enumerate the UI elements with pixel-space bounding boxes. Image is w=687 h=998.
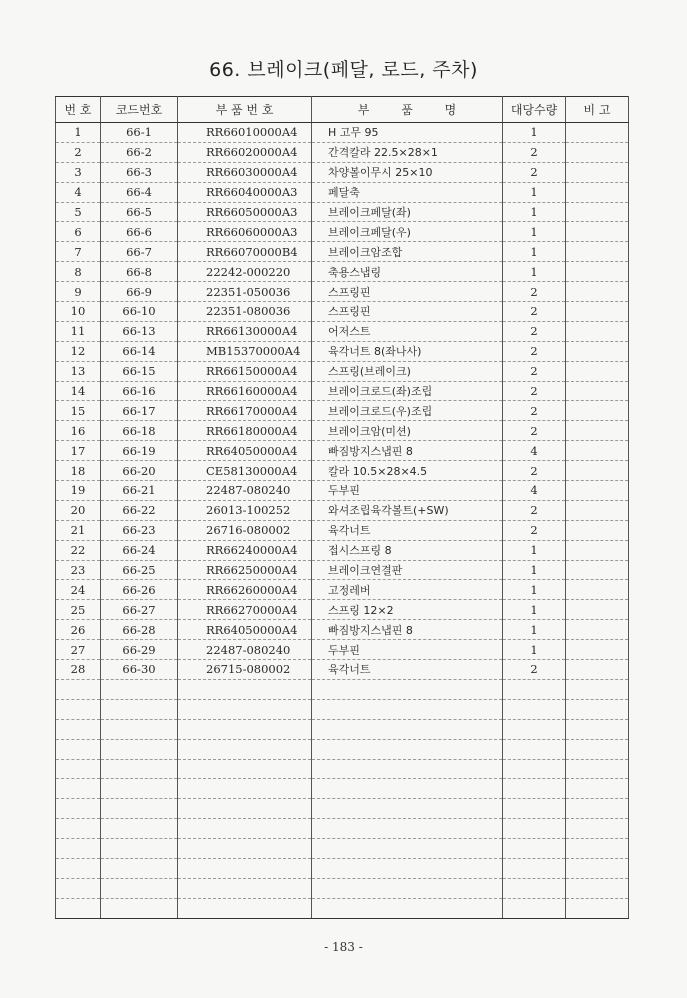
cell-no: 11	[56, 321, 101, 341]
table-row	[56, 242, 629, 262]
table-row	[56, 620, 629, 640]
cell-remark	[566, 640, 629, 660]
cell-no: 10	[56, 302, 101, 322]
cell-part-no: RR64050000A4	[178, 620, 312, 640]
cell-no: 5	[56, 202, 101, 222]
cell-remark	[566, 142, 629, 162]
cell-part-name: 고정레버	[312, 580, 503, 600]
empty-cell	[312, 819, 503, 839]
cell-part-name: 육각너트	[312, 520, 503, 540]
cell-qty: 2	[503, 660, 566, 680]
cell-code: 66-21	[101, 481, 178, 501]
header-part-name: 부 품 명	[312, 97, 503, 123]
cell-part-name: 스프링(브레이크)	[312, 361, 503, 381]
empty-cell	[312, 719, 503, 739]
cell-no: 19	[56, 481, 101, 501]
empty-cell	[101, 799, 178, 819]
cell-code: 66-17	[101, 401, 178, 421]
empty-cell	[312, 699, 503, 719]
cell-code: 66-8	[101, 262, 178, 282]
cell-code: 66-13	[101, 321, 178, 341]
cell-part-name: 간격칼라 22.5×28×1	[312, 142, 503, 162]
cell-code: 66-22	[101, 500, 178, 520]
empty-cell	[312, 898, 503, 918]
cell-remark	[566, 202, 629, 222]
cell-code: 66-26	[101, 580, 178, 600]
cell-code: 66-5	[101, 202, 178, 222]
empty-cell	[56, 858, 101, 878]
cell-remark	[566, 262, 629, 282]
cell-part-no: RR66270000A4	[178, 600, 312, 620]
cell-remark	[566, 222, 629, 242]
cell-part-name: 페달축	[312, 182, 503, 202]
cell-no: 2	[56, 142, 101, 162]
table-row	[56, 461, 629, 481]
cell-no: 12	[56, 341, 101, 361]
page-title: 66. 브레이크(페달, 로드, 주차)	[209, 59, 478, 81]
empty-cell	[312, 679, 503, 699]
table-row	[56, 361, 629, 381]
empty-cell	[312, 759, 503, 779]
empty-cell	[178, 858, 312, 878]
header-no: 번 호	[56, 97, 101, 123]
cell-remark	[566, 321, 629, 341]
cell-no: 27	[56, 640, 101, 660]
cell-part-name: 브레이크연결판	[312, 560, 503, 580]
empty-cell	[566, 858, 629, 878]
cell-qty: 2	[503, 341, 566, 361]
empty-cell	[56, 878, 101, 898]
cell-no: 23	[56, 560, 101, 580]
cell-remark	[566, 182, 629, 202]
cell-part-name: 차양볼이무시 25×10	[312, 162, 503, 182]
cell-part-no: RR66240000A4	[178, 540, 312, 560]
empty-cell	[566, 679, 629, 699]
cell-part-no: RR66150000A4	[178, 361, 312, 381]
cell-part-name: 브레이크로드(좌)조립	[312, 381, 503, 401]
cell-part-no: 22351-080036	[178, 302, 312, 322]
header-qty: 대당수량	[503, 97, 566, 123]
table-row	[56, 580, 629, 600]
cell-no: 21	[56, 520, 101, 540]
table-row	[56, 520, 629, 540]
cell-no: 14	[56, 381, 101, 401]
cell-qty: 1	[503, 540, 566, 560]
cell-part-name: 어저스트	[312, 321, 503, 341]
table-row	[56, 222, 629, 242]
table-row	[56, 481, 629, 501]
cell-part-no: RR66010000A4	[178, 123, 312, 143]
cell-part-no: CE58130000A4	[178, 461, 312, 481]
cell-code: 66-30	[101, 660, 178, 680]
table-row	[56, 660, 629, 680]
table-row	[56, 600, 629, 620]
cell-code: 66-1	[101, 123, 178, 143]
empty-cell	[178, 779, 312, 799]
cell-remark	[566, 381, 629, 401]
cell-qty: 2	[503, 321, 566, 341]
cell-qty: 2	[503, 520, 566, 540]
empty-cell	[101, 679, 178, 699]
empty-cell	[178, 679, 312, 699]
cell-part-no: RR66030000A4	[178, 162, 312, 182]
cell-qty: 1	[503, 580, 566, 600]
cell-remark	[566, 401, 629, 421]
empty-cell	[178, 878, 312, 898]
table-body	[56, 123, 629, 919]
cell-no: 4	[56, 182, 101, 202]
empty-cell	[101, 878, 178, 898]
empty-table-row	[56, 799, 629, 819]
cell-no: 7	[56, 242, 101, 262]
table-header-row	[56, 97, 629, 123]
table-row	[56, 381, 629, 401]
cell-code: 66-23	[101, 520, 178, 540]
cell-part-name: 스프링핀	[312, 302, 503, 322]
cell-code: 66-18	[101, 421, 178, 441]
table-row	[56, 421, 629, 441]
cell-remark	[566, 540, 629, 560]
cell-part-no: MB15370000A4	[178, 341, 312, 361]
empty-cell	[101, 719, 178, 739]
cell-part-name: 스프링 12×2	[312, 600, 503, 620]
cell-no: 1	[56, 123, 101, 143]
empty-cell	[503, 819, 566, 839]
cell-no: 15	[56, 401, 101, 421]
cell-qty: 1	[503, 222, 566, 242]
cell-part-name: 스프링핀	[312, 282, 503, 302]
header-code: 코드번호	[101, 97, 178, 123]
cell-remark	[566, 580, 629, 600]
empty-table-row	[56, 699, 629, 719]
cell-qty: 1	[503, 620, 566, 640]
empty-cell	[101, 779, 178, 799]
empty-cell	[56, 819, 101, 839]
empty-cell	[312, 739, 503, 759]
cell-qty: 2	[503, 381, 566, 401]
empty-cell	[178, 739, 312, 759]
cell-part-no: RR66050000A3	[178, 202, 312, 222]
cell-no: 20	[56, 500, 101, 520]
empty-cell	[503, 839, 566, 859]
empty-table-row	[56, 779, 629, 799]
cell-qty: 2	[503, 302, 566, 322]
cell-code: 66-7	[101, 242, 178, 262]
cell-remark	[566, 520, 629, 540]
empty-cell	[566, 819, 629, 839]
empty-cell	[312, 839, 503, 859]
empty-cell	[503, 739, 566, 759]
empty-cell	[101, 759, 178, 779]
cell-remark	[566, 162, 629, 182]
empty-cell	[503, 898, 566, 918]
cell-code: 66-25	[101, 560, 178, 580]
cell-part-no: 22351-050036	[178, 282, 312, 302]
empty-cell	[503, 679, 566, 699]
table-row	[56, 441, 629, 461]
empty-table-row	[56, 739, 629, 759]
cell-part-no: RR66180000A4	[178, 421, 312, 441]
cell-code: 66-2	[101, 142, 178, 162]
empty-cell	[503, 858, 566, 878]
cell-qty: 1	[503, 242, 566, 262]
cell-remark	[566, 421, 629, 441]
empty-cell	[503, 759, 566, 779]
cell-code: 66-15	[101, 361, 178, 381]
empty-cell	[101, 898, 178, 918]
cell-part-no: 22487-080240	[178, 481, 312, 501]
empty-cell	[178, 719, 312, 739]
cell-part-no: 26716-080002	[178, 520, 312, 540]
cell-code: 66-27	[101, 600, 178, 620]
cell-code: 66-9	[101, 282, 178, 302]
cell-qty: 4	[503, 481, 566, 501]
empty-cell	[312, 779, 503, 799]
empty-cell	[101, 819, 178, 839]
cell-part-no: 26715-080002	[178, 660, 312, 680]
empty-cell	[566, 739, 629, 759]
header-remark: 비 고	[566, 97, 629, 123]
cell-part-name: 축용스냅링	[312, 262, 503, 282]
cell-part-name: 두부핀	[312, 640, 503, 660]
cell-part-no: 26013-100252	[178, 500, 312, 520]
cell-qty: 4	[503, 441, 566, 461]
cell-no: 8	[56, 262, 101, 282]
empty-table-row	[56, 679, 629, 699]
cell-part-name: 와셔조립육각볼트(+SW)	[312, 500, 503, 520]
empty-table-row	[56, 819, 629, 839]
header-part-no: 부 품 번 호	[178, 97, 312, 123]
cell-qty: 1	[503, 600, 566, 620]
cell-part-no: RR64050000A4	[178, 441, 312, 461]
cell-remark	[566, 461, 629, 481]
empty-cell	[566, 699, 629, 719]
cell-qty: 1	[503, 202, 566, 222]
cell-part-name: 두부핀	[312, 481, 503, 501]
cell-no: 3	[56, 162, 101, 182]
empty-table-row	[56, 878, 629, 898]
cell-code: 66-4	[101, 182, 178, 202]
cell-part-name: 육각너트	[312, 660, 503, 680]
empty-cell	[178, 799, 312, 819]
cell-remark	[566, 242, 629, 262]
cell-remark	[566, 560, 629, 580]
empty-cell	[56, 739, 101, 759]
cell-qty: 2	[503, 361, 566, 381]
cell-no: 17	[56, 441, 101, 461]
cell-part-no: RR66040000A3	[178, 182, 312, 202]
cell-code: 66-20	[101, 461, 178, 481]
cell-no: 24	[56, 580, 101, 600]
cell-qty: 2	[503, 142, 566, 162]
empty-cell	[101, 839, 178, 859]
table-row	[56, 262, 629, 282]
cell-part-name: 브레이크암조합	[312, 242, 503, 262]
empty-cell	[566, 779, 629, 799]
cell-qty: 2	[503, 461, 566, 481]
cell-part-name: 칼라 10.5×28×4.5	[312, 461, 503, 481]
cell-part-name: 육각너트 8(좌나사)	[312, 341, 503, 361]
cell-part-no: 22487-080240	[178, 640, 312, 660]
empty-cell	[56, 839, 101, 859]
cell-no: 16	[56, 421, 101, 441]
cell-part-no: RR66170000A4	[178, 401, 312, 421]
table-row	[56, 162, 629, 182]
cell-qty: 1	[503, 560, 566, 580]
empty-cell	[101, 739, 178, 759]
cell-part-name: 빠짐방지스냅핀 8	[312, 620, 503, 640]
cell-no: 25	[56, 600, 101, 620]
empty-cell	[56, 759, 101, 779]
cell-qty: 2	[503, 421, 566, 441]
empty-cell	[178, 699, 312, 719]
table-row	[56, 123, 629, 143]
empty-cell	[503, 719, 566, 739]
table-row	[56, 540, 629, 560]
cell-qty: 2	[503, 282, 566, 302]
cell-qty: 1	[503, 640, 566, 660]
table-row	[56, 640, 629, 660]
cell-remark	[566, 660, 629, 680]
empty-cell	[312, 799, 503, 819]
empty-cell	[56, 779, 101, 799]
table-row	[56, 182, 629, 202]
empty-cell	[56, 679, 101, 699]
cell-no: 22	[56, 540, 101, 560]
table-row	[56, 302, 629, 322]
cell-part-name: 접시스프링 8	[312, 540, 503, 560]
cell-part-name: 빠짐방지스냅핀 8	[312, 441, 503, 461]
empty-cell	[566, 759, 629, 779]
cell-code: 66-28	[101, 620, 178, 640]
cell-part-name: 브레이크로드(우)조립	[312, 401, 503, 421]
empty-cell	[178, 898, 312, 918]
cell-remark	[566, 481, 629, 501]
table-row	[56, 282, 629, 302]
cell-remark	[566, 500, 629, 520]
cell-no: 6	[56, 222, 101, 242]
cell-remark	[566, 441, 629, 461]
cell-remark	[566, 302, 629, 322]
empty-cell	[566, 719, 629, 739]
empty-cell	[56, 898, 101, 918]
empty-table-row	[56, 759, 629, 779]
cell-part-name: 브레이크암(미션)	[312, 421, 503, 441]
cell-no: 9	[56, 282, 101, 302]
cell-part-no: RR66070000B4	[178, 242, 312, 262]
cell-code: 66-3	[101, 162, 178, 182]
empty-cell	[56, 799, 101, 819]
cell-code: 66-24	[101, 540, 178, 560]
cell-qty: 2	[503, 162, 566, 182]
page-number: - 183 -	[324, 940, 363, 954]
table-row	[56, 560, 629, 580]
empty-cell	[503, 878, 566, 898]
cell-remark	[566, 361, 629, 381]
empty-cell	[101, 699, 178, 719]
cell-code: 66-19	[101, 441, 178, 461]
cell-part-name: H 고무 95	[312, 123, 503, 143]
empty-cell	[566, 878, 629, 898]
cell-remark	[566, 282, 629, 302]
empty-cell	[503, 779, 566, 799]
table-row	[56, 142, 629, 162]
empty-table-row	[56, 719, 629, 739]
cell-part-no: RR66130000A4	[178, 321, 312, 341]
cell-qty: 1	[503, 262, 566, 282]
cell-part-no: RR66250000A4	[178, 560, 312, 580]
cell-part-no: RR66160000A4	[178, 381, 312, 401]
empty-cell	[101, 858, 178, 878]
cell-code: 66-14	[101, 341, 178, 361]
cell-code: 66-10	[101, 302, 178, 322]
cell-qty: 2	[503, 500, 566, 520]
cell-part-name: 브레이크페달(좌)	[312, 202, 503, 222]
table-row	[56, 401, 629, 421]
empty-cell	[56, 719, 101, 739]
cell-qty: 1	[503, 182, 566, 202]
cell-code: 66-16	[101, 381, 178, 401]
cell-part-no: RR66060000A3	[178, 222, 312, 242]
cell-part-no: RR66260000A4	[178, 580, 312, 600]
table-row	[56, 202, 629, 222]
table-row	[56, 321, 629, 341]
empty-cell	[566, 839, 629, 859]
empty-cell	[178, 759, 312, 779]
empty-table-row	[56, 839, 629, 859]
empty-cell	[312, 878, 503, 898]
table-row	[56, 500, 629, 520]
cell-code: 66-6	[101, 222, 178, 242]
empty-cell	[566, 898, 629, 918]
cell-remark	[566, 600, 629, 620]
empty-table-row	[56, 898, 629, 918]
cell-remark	[566, 341, 629, 361]
empty-cell	[503, 799, 566, 819]
cell-qty: 2	[503, 401, 566, 421]
table-row	[56, 341, 629, 361]
empty-cell	[312, 858, 503, 878]
empty-cell	[56, 699, 101, 719]
empty-cell	[178, 839, 312, 859]
cell-remark	[566, 123, 629, 143]
empty-table-row	[56, 858, 629, 878]
empty-cell	[503, 699, 566, 719]
cell-no: 26	[56, 620, 101, 640]
empty-cell	[566, 799, 629, 819]
cell-part-name: 브레이크페달(우)	[312, 222, 503, 242]
empty-cell	[178, 819, 312, 839]
cell-part-no: 22242-000220	[178, 262, 312, 282]
parts-table	[55, 96, 629, 919]
cell-qty: 1	[503, 123, 566, 143]
cell-no: 13	[56, 361, 101, 381]
cell-part-no: RR66020000A4	[178, 142, 312, 162]
cell-no: 18	[56, 461, 101, 481]
cell-no: 28	[56, 660, 101, 680]
cell-remark	[566, 620, 629, 640]
cell-code: 66-29	[101, 640, 178, 660]
